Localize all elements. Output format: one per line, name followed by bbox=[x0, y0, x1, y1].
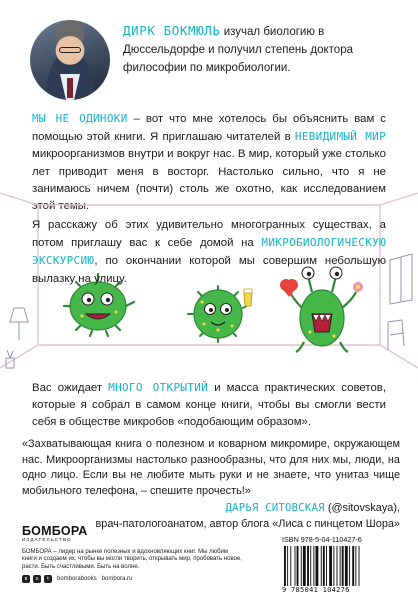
barcode-bar bbox=[310, 546, 311, 586]
ok-icon[interactable]: о bbox=[33, 575, 41, 583]
publisher-handle[interactable]: bomborabooks bbox=[57, 575, 97, 582]
publisher-description: БОМБОРА – лидер на рынке полезных и вдохновляющих книг. Мы любим книги и создаем их, чтобы вы могли творить, открывать мир, пробовать новое, расти. Быть счастливыми. Быть на волне. bbox=[22, 549, 242, 570]
barcode-bar bbox=[295, 546, 296, 586]
room-ceiling-line bbox=[0, 193, 418, 205]
barcode-bar bbox=[329, 546, 332, 586]
author-section bbox=[0, 0, 418, 100]
review-author-handle: (@sitovskaya), bbox=[324, 502, 400, 514]
author-photo-tie bbox=[67, 78, 73, 98]
vk-icon[interactable]: в bbox=[22, 575, 30, 583]
barcode-bar bbox=[345, 546, 348, 586]
barcode bbox=[282, 546, 392, 586]
review-author-name: ДАРЬЯ СИТОВСКАЯ bbox=[225, 502, 325, 514]
author-photo-glasses bbox=[59, 47, 81, 53]
publisher-block bbox=[22, 524, 242, 583]
intro-accent-invisible-world: НЕВИДИМЫЙ МИР bbox=[294, 130, 386, 144]
publisher-logo-subtitle: ИЗДАТЕЛЬСТВО bbox=[22, 537, 72, 542]
barcode-bar bbox=[301, 546, 302, 586]
green-microbe-2-icon bbox=[188, 286, 252, 342]
barcode-digits: 9 785041 104276 bbox=[282, 586, 350, 594]
barcode-bar bbox=[359, 546, 360, 586]
barcode-bar bbox=[352, 546, 354, 586]
review-quote: «Захватывающая книга о полезном и коварном микромире, окружающем нас. Микроорганизмы настолько разнообразны, что для них мы, люди, на одно лицо. Если вы не любите мыть руки и не знаете, что унитаз чище мобильного телефона, – спешите прочесть!» bbox=[22, 438, 400, 497]
isbn-label: ISBN 978-5-04-110427-6 bbox=[282, 535, 362, 544]
publisher-socials bbox=[22, 575, 242, 583]
barcode-bar bbox=[323, 546, 325, 586]
barcode-bar bbox=[316, 546, 319, 586]
barcode-bar bbox=[287, 546, 288, 586]
telegram-icon[interactable]: t bbox=[44, 575, 52, 583]
discoveries-accent: МНОГО ОТКРЫТИЙ bbox=[108, 381, 209, 394]
author-photo bbox=[30, 20, 110, 100]
intro-text-1: – вот что мне хотелось бы объяснить вам с помощью этой книги. Я приглашаю читателей в bbox=[32, 113, 386, 144]
publisher-logo: БОМБОРА bbox=[22, 524, 88, 538]
author-bio-text: изучал биологию в Дюссельдорфе и получил степень доктора философии по микробиологии. bbox=[123, 26, 353, 74]
excursion-text-2: , по окончании которой мы совершим небольшую вылазку на улицу. bbox=[32, 255, 386, 285]
barcode-bar bbox=[349, 546, 350, 586]
barcode-bar bbox=[355, 546, 356, 586]
author-bio bbox=[123, 22, 403, 77]
intro-accent-not-alone: МЫ НЕ ОДИНОКИ bbox=[32, 112, 128, 125]
barcode-bar bbox=[313, 546, 314, 586]
lamp-left-icon bbox=[10, 308, 28, 340]
barcode-bar bbox=[284, 546, 286, 586]
barcode-bar bbox=[321, 546, 322, 586]
author-name: ДИРК БОКМЮЛЬ bbox=[123, 23, 221, 38]
discoveries-paragraph bbox=[32, 379, 386, 432]
vase-left-icon bbox=[6, 350, 14, 368]
barcode-bar bbox=[326, 546, 327, 586]
isbn-block bbox=[282, 535, 392, 594]
excursion-paragraph bbox=[32, 217, 386, 288]
beer-glass-icon bbox=[244, 292, 252, 306]
room-floor-line bbox=[0, 345, 418, 368]
discoveries-text-2: и масса практических советов, которые я собрал в самом конце книги, чтобы вы смогли вести себя в обществе микробов «подобающим образом». bbox=[32, 382, 386, 429]
barcode-bar bbox=[342, 546, 344, 586]
review-author-role: врач-патологоанатом, автор блога «Лиса с пинцетом Шора» bbox=[95, 517, 400, 530]
barcode-bar bbox=[307, 546, 309, 586]
barcode-bar bbox=[333, 546, 334, 586]
window-right-icon bbox=[390, 254, 412, 304]
barcode-bar bbox=[340, 546, 341, 586]
barcode-bar bbox=[303, 546, 306, 586]
chair-right-icon bbox=[388, 320, 404, 350]
barcode-bar bbox=[297, 546, 299, 586]
publisher-site-link[interactable]: bombora.ru bbox=[101, 575, 133, 582]
discoveries-text-1: Вас ожидает bbox=[32, 382, 109, 394]
barcode-bar bbox=[290, 546, 291, 586]
barcode-bar bbox=[337, 546, 338, 586]
intro-text-2: микроорганизмов внутри и вокруг нас. В мир, который уже столько лет приводит меня в восторг. Настолько сильно, что я не занимаюсь ничем (почти) столь же охотно, как исследованием этой темы. bbox=[32, 148, 386, 213]
excursion-accent: МИКРОБИОЛОГИЧЕСКУЮ ЭКСКУРСИЮ bbox=[32, 236, 386, 268]
excursion-text-1: Я расскажу об этих удивительно многогранных существах, а потом приглашу вас к себе домой на bbox=[32, 219, 386, 250]
